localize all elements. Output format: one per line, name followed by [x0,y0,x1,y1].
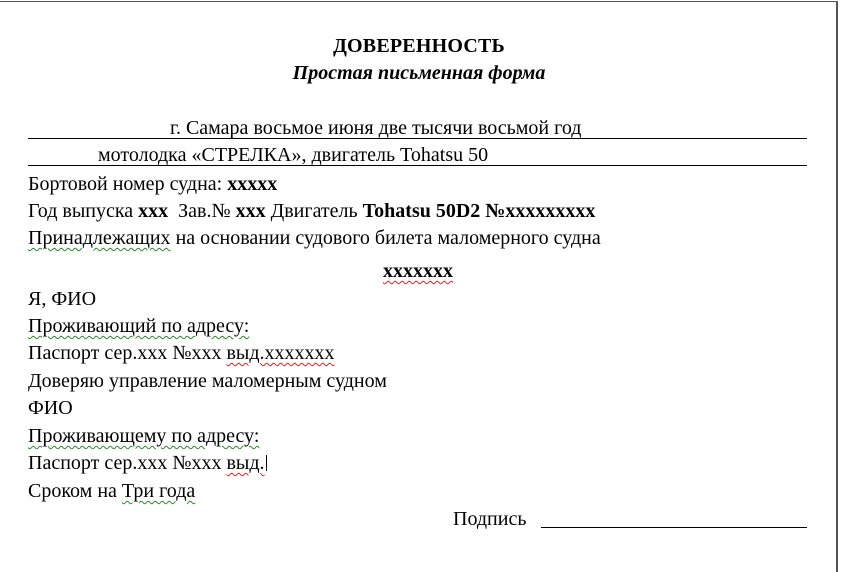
engine-label: Двигатель [265,200,363,222]
agent-line: ФИО [28,397,73,419]
page-edge-right [836,1,838,572]
serial-value: ххх [235,200,266,222]
principal-address-line [28,316,249,336]
ticket-number-value: ххххххх [383,260,453,282]
year-value: ххх [138,200,169,222]
entrust-line: Доверяю управление маломерным судном [28,370,387,392]
ticket-number-line [0,261,838,281]
principal-address-text: Проживающий по адресу: [28,315,250,337]
board-number-line [28,174,277,194]
term-label: Сроком на [28,480,122,502]
signature-line[interactable] [541,527,807,528]
engine-value: Tohatsu 50D2 №ххххххххх [362,200,596,222]
page-edge-top [0,1,838,2]
year-serial-engine-line [28,201,595,221]
principal-passport-text: Паспорт сер.ххх №ххх [28,342,227,364]
document-subtitle: Простая письменная форма [292,62,546,84]
ticket-text-rest: на основании судового билета маломерного судна [170,227,601,249]
agent-passport-text: Паспорт сер.ххх №ххх [28,452,227,474]
ticket-line [28,228,601,248]
place-date-rule [28,138,807,139]
text-cursor [266,455,267,471]
agent-address-line [28,426,259,446]
principal-passport-line [28,343,335,363]
agent-passport-issued: выд. [226,452,265,474]
ticket-text-owned: Принадлежащих [28,227,171,249]
signature-label: Подпись [453,508,527,530]
serial-label: Зав.№ [168,200,236,222]
place-date-line: г. Самара восьмое июня две тысячи восьмой год [170,117,582,139]
principal-line: Я, ФИО [28,288,97,310]
term-value: Три года [121,480,196,502]
agent-passport-line [28,453,267,473]
document-title: ДОВЕРЕННОСТЬ [333,35,505,57]
vessel-rule [28,165,807,166]
vessel-line: мотолодка «СТРЕЛКА», двигатель Tohatsu 50 [98,144,489,166]
board-number-value: ххххх [227,173,278,195]
agent-address-text: Проживающему по адресу: [28,425,260,447]
year-label: Год выпуска [28,200,139,222]
term-line [28,481,195,501]
principal-passport-issued: выд.ххххххх [226,342,335,364]
board-number-label: Бортовой номер судна: [28,173,228,195]
